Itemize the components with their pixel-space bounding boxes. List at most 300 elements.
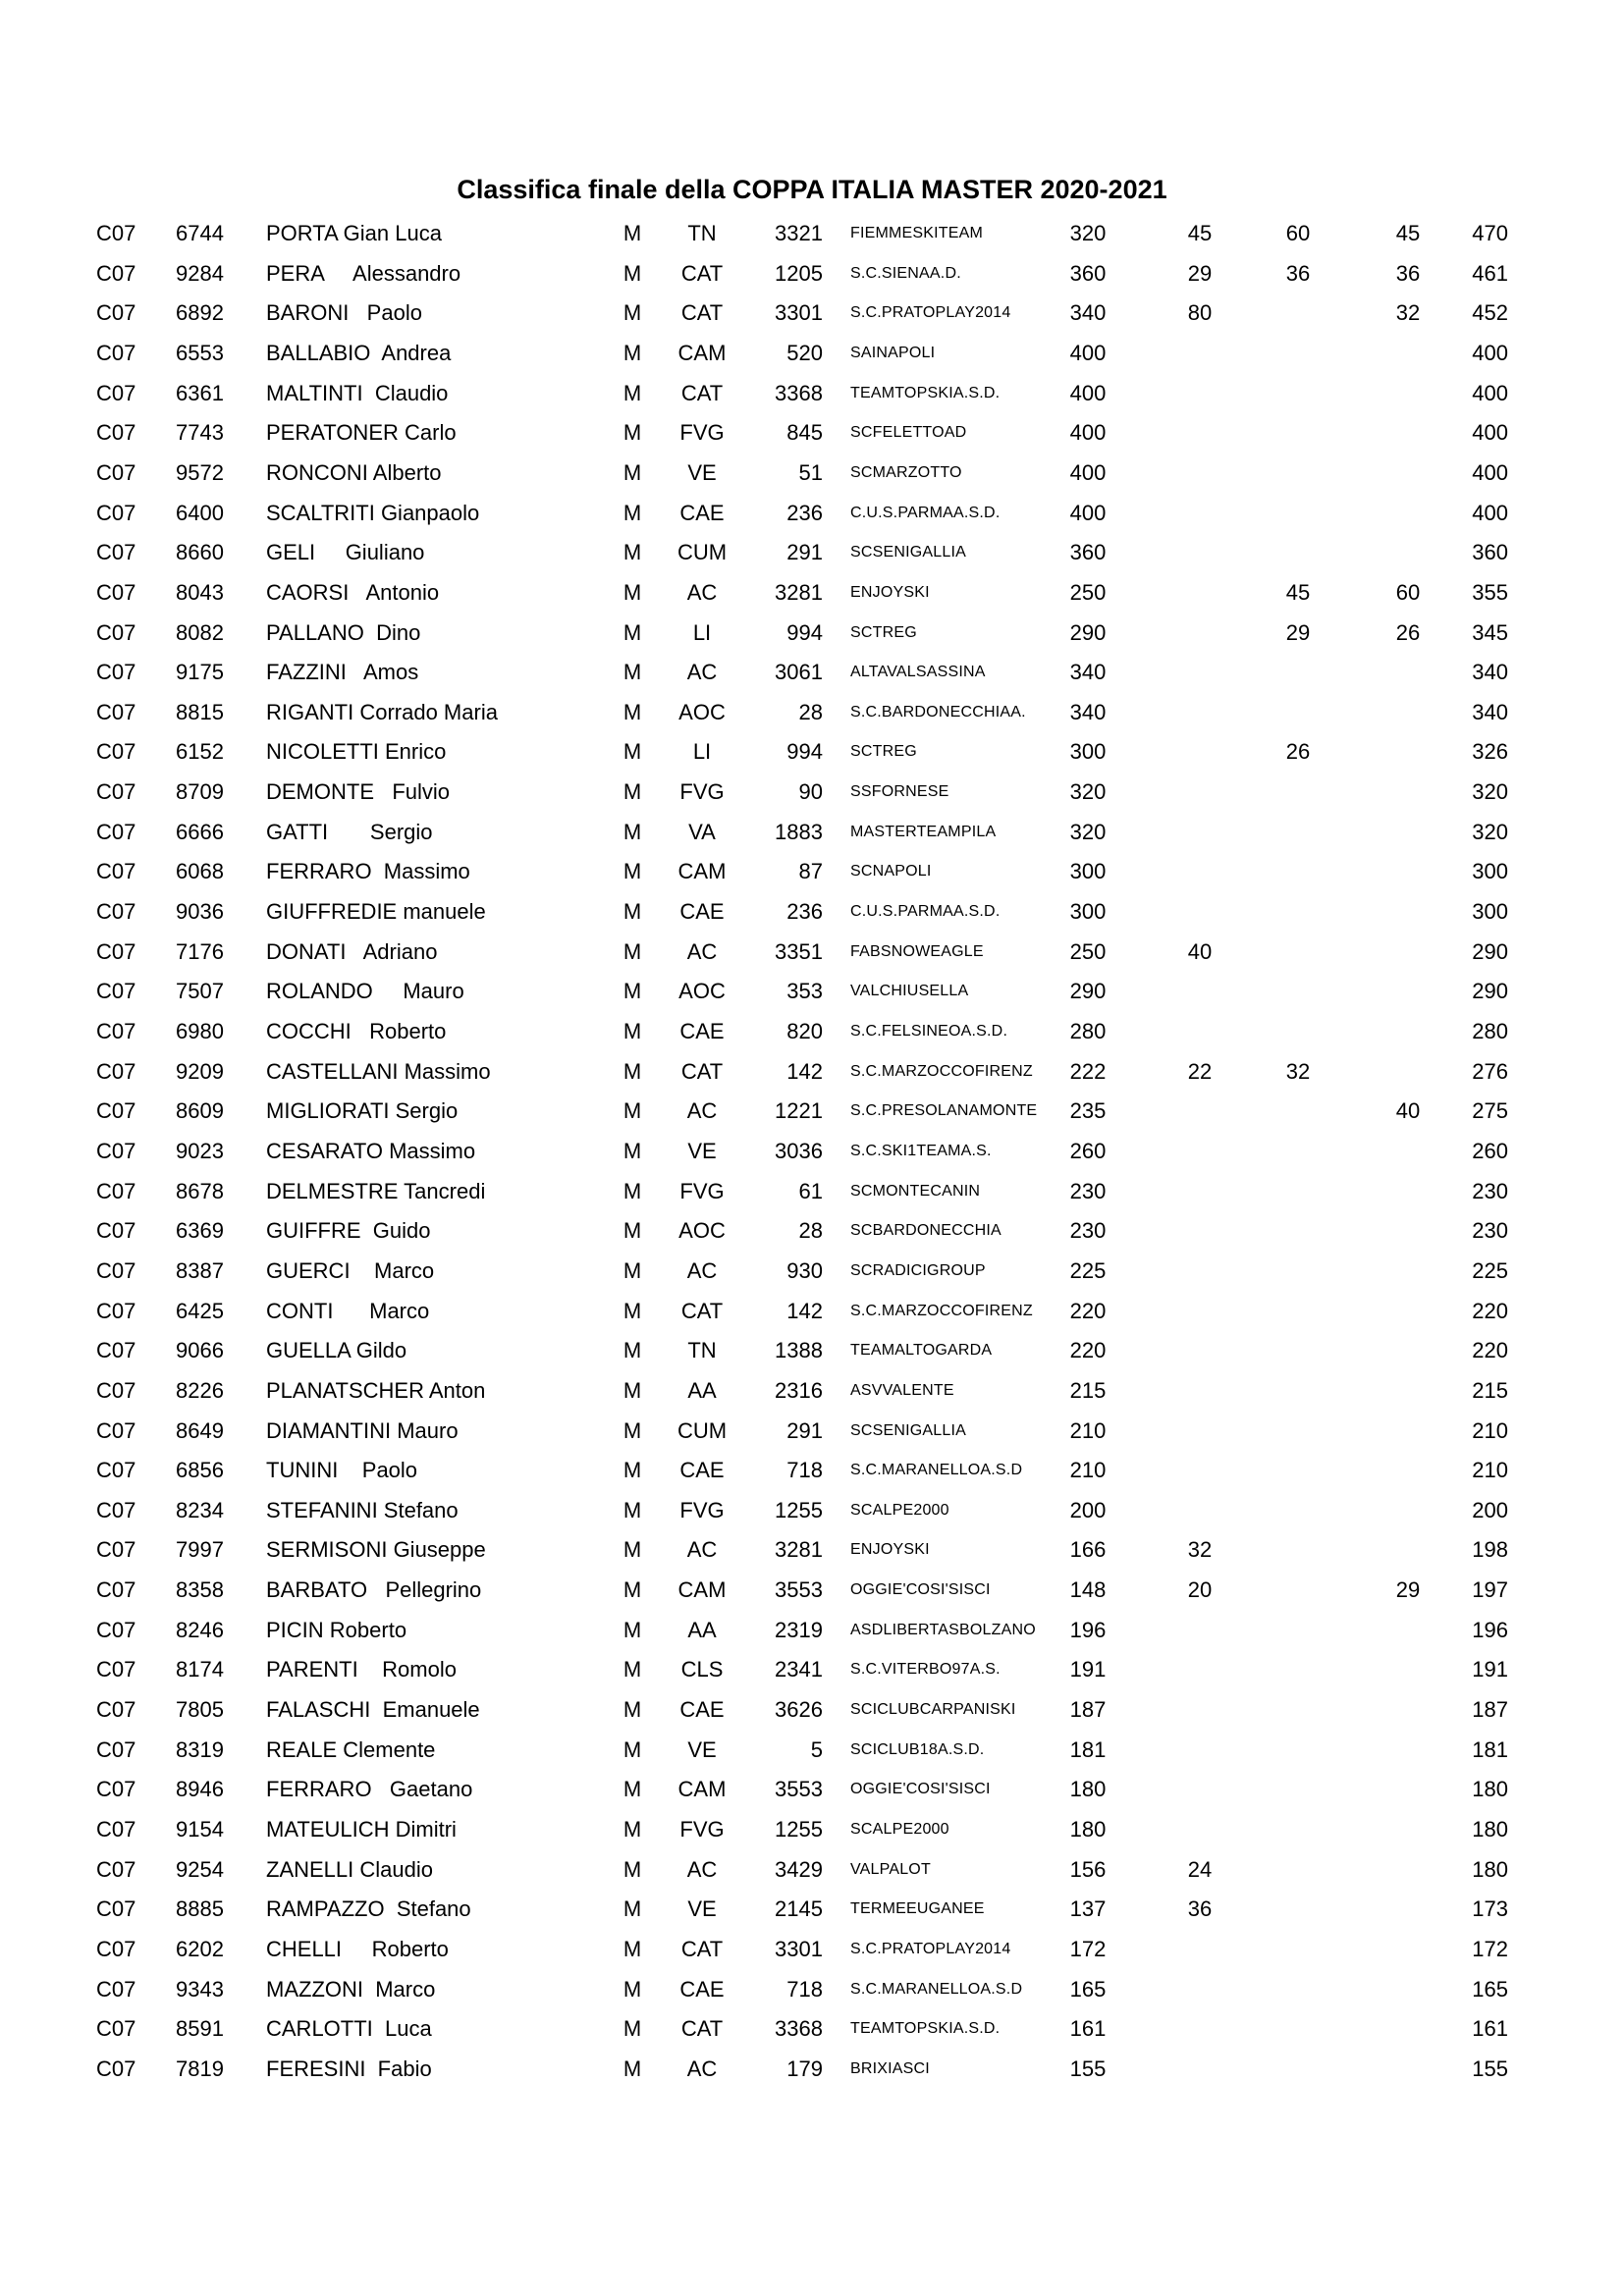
club-code-cell: 1388: [775, 1338, 823, 1363]
athlete-name-cell: CESARATO Massimo: [266, 1138, 476, 1163]
club-code-cell: 3553: [775, 1577, 823, 1603]
athlete-code-cell: 7805: [176, 1697, 224, 1723]
sex-cell: M: [623, 660, 642, 685]
total-points-cell: 161: [1472, 2016, 1508, 2042]
category-cell: C07: [96, 938, 136, 964]
club-name-cell: ENJOYSKI: [850, 1541, 930, 1559]
club-name-cell: ENJOYSKI: [850, 583, 930, 601]
total-points-cell: 210: [1472, 1458, 1508, 1483]
athlete-name-cell: MAZZONI Marco: [266, 1976, 436, 2002]
table-row: [0, 1252, 1624, 1291]
region-cell: CUM: [677, 1417, 728, 1443]
points-1-cell: 320: [1069, 221, 1107, 245]
club-code-cell: 3036: [775, 1138, 823, 1163]
points-2-cell: 36: [1187, 1896, 1213, 1922]
category-cell: C07: [96, 420, 136, 446]
points-3-cell: 45: [1285, 579, 1311, 605]
sex-cell: M: [623, 1218, 642, 1244]
category-cell: C07: [96, 2056, 136, 2081]
category-cell: C07: [96, 1138, 136, 1163]
points-2-cell: 20: [1187, 1577, 1213, 1603]
sex-cell: M: [623, 1377, 642, 1403]
points-1-cell: 156: [1069, 1856, 1107, 1882]
total-points-cell: 198: [1472, 1537, 1508, 1563]
sex-cell: M: [623, 1697, 642, 1723]
athlete-code-cell: 6744: [176, 221, 224, 245]
region-cell: VE: [687, 1736, 717, 1762]
club-name-cell: TEAMTOPSKIA.S.D.: [850, 384, 1001, 401]
points-1-cell: 161: [1069, 2016, 1107, 2042]
athlete-name-cell: PLANATSCHER Anton: [266, 1377, 486, 1403]
table-row: [0, 1770, 1624, 1809]
athlete-code-cell: 6369: [176, 1218, 224, 1244]
sex-cell: M: [623, 1896, 642, 1922]
region-cell: CAE: [679, 1976, 725, 2002]
athlete-name-cell: DEMONTE Fulvio: [266, 779, 451, 805]
club-name-cell: SAINAPOLI: [850, 344, 936, 361]
club-code-cell: 142: [786, 1298, 823, 1323]
category-cell: C07: [96, 1218, 136, 1244]
club-name-cell: MASTERTEAMPILA: [850, 823, 997, 840]
club-name-cell: S.C.PRESOLANAMONTE: [850, 1102, 1038, 1120]
club-code-cell: 2319: [775, 1617, 823, 1642]
category-cell: C07: [96, 1777, 136, 1802]
sex-cell: M: [623, 1537, 642, 1563]
total-points-cell: 191: [1472, 1657, 1508, 1682]
athlete-name-cell: RONCONI Alberto: [266, 459, 442, 485]
table-row: [0, 1331, 1624, 1370]
athlete-code-cell: 9572: [176, 459, 224, 485]
athlete-code-cell: 8946: [176, 1777, 224, 1802]
table-row: [0, 2009, 1624, 2049]
sex-cell: M: [623, 1577, 642, 1603]
total-points-cell: 180: [1472, 1817, 1508, 1842]
sex-cell: M: [623, 979, 642, 1004]
category-cell: C07: [96, 739, 136, 765]
club-name-cell: S.C.SIENAA.D.: [850, 264, 961, 282]
athlete-name-cell: GELI Giuliano: [266, 540, 425, 565]
total-points-cell: 276: [1472, 1058, 1508, 1084]
category-cell: C07: [96, 1736, 136, 1762]
club-code-cell: 142: [786, 1058, 823, 1084]
athlete-name-cell: STEFANINI Stefano: [266, 1497, 459, 1522]
club-code-cell: 2341: [775, 1657, 823, 1682]
total-points-cell: 260: [1472, 1138, 1508, 1163]
region-cell: FVG: [679, 1817, 725, 1842]
athlete-name-cell: CAORSI Antonio: [266, 579, 440, 605]
athlete-name-cell: SERMISONI Giuseppe: [266, 1537, 486, 1563]
table-row: [0, 1371, 1624, 1411]
points-3-cell: 60: [1285, 221, 1311, 245]
region-cell: CLS: [680, 1657, 724, 1682]
region-cell: AA: [687, 1377, 717, 1403]
category-cell: C07: [96, 2016, 136, 2042]
athlete-code-cell: 9175: [176, 660, 224, 685]
total-points-cell: 197: [1472, 1577, 1508, 1603]
sex-cell: M: [623, 1736, 642, 1762]
club-code-cell: 1255: [775, 1817, 823, 1842]
club-name-cell: S.C.MARZOCCOFIRENZ: [850, 1302, 1033, 1319]
category-cell: C07: [96, 1497, 136, 1522]
sex-cell: M: [623, 1936, 642, 1961]
club-name-cell: S.C.MARANELLOA.S.D: [850, 1980, 1023, 1998]
points-1-cell: 320: [1069, 819, 1107, 844]
total-points-cell: 340: [1472, 660, 1508, 685]
club-code-cell: 1221: [775, 1098, 823, 1124]
athlete-name-cell: ZANELLI Claudio: [266, 1856, 433, 1882]
club-code-cell: 5: [810, 1736, 823, 1762]
points-1-cell: 340: [1069, 699, 1107, 724]
total-points-cell: 300: [1472, 899, 1508, 925]
club-name-cell: VALCHIUSELLA: [850, 983, 969, 1000]
athlete-name-cell: PORTA Gian Luca: [266, 221, 442, 245]
category-cell: C07: [96, 380, 136, 405]
club-name-cell: SSFORNESE: [850, 783, 949, 801]
points-1-cell: 400: [1069, 500, 1107, 525]
region-cell: CAM: [677, 340, 727, 365]
club-name-cell: S.C.SKI1TEAMA.S.: [850, 1142, 992, 1159]
sex-cell: M: [623, 579, 642, 605]
club-name-cell: S.C.PRATOPLAY2014: [850, 1940, 1011, 1957]
sex-cell: M: [623, 380, 642, 405]
sex-cell: M: [623, 2056, 642, 2081]
points-1-cell: 400: [1069, 459, 1107, 485]
total-points-cell: 180: [1472, 1777, 1508, 1802]
athlete-name-cell: DELMESTRE Tancredi: [266, 1178, 486, 1203]
points-1-cell: 180: [1069, 1817, 1107, 1842]
points-1-cell: 230: [1069, 1178, 1107, 1203]
athlete-name-cell: ROLANDO Mauro: [266, 979, 464, 1004]
total-points-cell: 165: [1472, 1976, 1508, 2002]
total-points-cell: 300: [1472, 859, 1508, 884]
total-points-cell: 225: [1472, 1257, 1508, 1283]
points-1-cell: 180: [1069, 1777, 1107, 1802]
table-row: [0, 1571, 1624, 1610]
club-code-cell: 1255: [775, 1497, 823, 1522]
sex-cell: M: [623, 221, 642, 245]
club-code-cell: 3301: [775, 300, 823, 326]
table-row: [0, 1491, 1624, 1530]
table-row: [0, 813, 1624, 852]
club-name-cell: TEAMTOPSKIA.S.D.: [850, 2020, 1001, 2038]
club-code-cell: 236: [786, 500, 823, 525]
club-name-cell: S.C.MARZOCCOFIRENZ: [850, 1062, 1033, 1080]
athlete-name-cell: BARONI Paolo: [266, 300, 422, 326]
sex-cell: M: [623, 1976, 642, 2002]
region-cell: AC: [686, 660, 718, 685]
club-code-cell: 3281: [775, 579, 823, 605]
athlete-name-cell: CARLOTTI Luca: [266, 2016, 432, 2042]
category-cell: C07: [96, 500, 136, 525]
sex-cell: M: [623, 1138, 642, 1163]
club-name-cell: TEAMALTOGARDA: [850, 1342, 993, 1360]
athlete-code-cell: 8815: [176, 699, 224, 724]
region-cell: AC: [686, 2056, 718, 2081]
club-code-cell: 845: [786, 420, 823, 446]
category-cell: C07: [96, 1338, 136, 1363]
points-1-cell: 172: [1069, 1936, 1107, 1961]
points-1-cell: 260: [1069, 1138, 1107, 1163]
points-1-cell: 210: [1069, 1417, 1107, 1443]
athlete-name-cell: SCALTRITI Gianpaolo: [266, 500, 480, 525]
points-3-cell: 26: [1285, 739, 1311, 765]
points-1-cell: 187: [1069, 1697, 1107, 1723]
region-cell: LI: [692, 619, 712, 645]
points-2-cell: 29: [1187, 260, 1213, 286]
table-row: [0, 1970, 1624, 2009]
total-points-cell: 452: [1472, 300, 1508, 326]
athlete-code-cell: 7997: [176, 1537, 224, 1563]
total-points-cell: 230: [1472, 1178, 1508, 1203]
sex-cell: M: [623, 1617, 642, 1642]
region-cell: FVG: [679, 779, 725, 805]
club-code-cell: 3321: [775, 221, 823, 245]
club-code-cell: 3626: [775, 1697, 823, 1723]
club-name-cell: S.C.PRATOPLAY2014: [850, 304, 1011, 322]
sex-cell: M: [623, 1298, 642, 1323]
club-code-cell: 718: [786, 1976, 823, 2002]
points-1-cell: 181: [1069, 1736, 1107, 1762]
points-3-cell: 29: [1285, 619, 1311, 645]
athlete-name-cell: BALLABIO Andrea: [266, 340, 452, 365]
total-points-cell: 290: [1472, 938, 1508, 964]
athlete-name-cell: FERRARO Massimo: [266, 859, 470, 884]
total-points-cell: 230: [1472, 1218, 1508, 1244]
points-1-cell: 196: [1069, 1617, 1107, 1642]
region-cell: AC: [686, 938, 718, 964]
points-3-cell: 32: [1285, 1058, 1311, 1084]
athlete-name-cell: PARENTI Romolo: [266, 1657, 457, 1682]
category-cell: C07: [96, 859, 136, 884]
points-1-cell: 137: [1069, 1896, 1107, 1922]
athlete-code-cell: 8082: [176, 619, 224, 645]
category-cell: C07: [96, 1936, 136, 1961]
club-name-cell: SCTREG: [850, 623, 917, 641]
region-cell: AC: [686, 1537, 718, 1563]
category-cell: C07: [96, 1058, 136, 1084]
table-row: [0, 533, 1624, 572]
athlete-name-cell: GIUFFREDIE manuele: [266, 899, 486, 925]
points-1-cell: 220: [1069, 1298, 1107, 1323]
category-cell: C07: [96, 260, 136, 286]
table-row: [0, 1412, 1624, 1451]
athlete-name-cell: MALTINTI Claudio: [266, 380, 449, 405]
athlete-name-cell: TUNINI Paolo: [266, 1458, 418, 1483]
athlete-name-cell: DONATI Adriano: [266, 938, 438, 964]
points-1-cell: 191: [1069, 1657, 1107, 1682]
table-row: [0, 1650, 1624, 1689]
athlete-code-cell: 8678: [176, 1178, 224, 1203]
club-code-cell: 3281: [775, 1537, 823, 1563]
sex-cell: M: [623, 459, 642, 485]
total-points-cell: 320: [1472, 779, 1508, 805]
club-name-cell: SCRADICIGROUP: [850, 1261, 986, 1279]
points-1-cell: 290: [1069, 619, 1107, 645]
table-row: [0, 413, 1624, 453]
club-code-cell: 28: [798, 699, 823, 724]
athlete-code-cell: 6980: [176, 1019, 224, 1043]
athlete-code-cell: 6152: [176, 739, 224, 765]
sex-cell: M: [623, 1458, 642, 1483]
region-cell: CAT: [680, 2016, 724, 2042]
athlete-name-cell: FERESINI Fabio: [266, 2056, 432, 2081]
points-1-cell: 360: [1069, 260, 1107, 286]
points-1-cell: 360: [1069, 540, 1107, 565]
table-row: [0, 1890, 1624, 1929]
table-row: [0, 653, 1624, 692]
points-1-cell: 155: [1069, 2056, 1107, 2081]
club-name-cell: SCALPE2000: [850, 1821, 949, 1838]
table-row: [0, 454, 1624, 493]
athlete-name-cell: GUERCI Marco: [266, 1257, 435, 1283]
club-code-cell: 90: [798, 779, 823, 805]
total-points-cell: 400: [1472, 380, 1508, 405]
total-points-cell: 172: [1472, 1936, 1508, 1961]
sex-cell: M: [623, 1338, 642, 1363]
sex-cell: M: [623, 1058, 642, 1084]
athlete-code-cell: 9154: [176, 1817, 224, 1842]
club-code-cell: 353: [786, 979, 823, 1004]
sex-cell: M: [623, 1098, 642, 1124]
athlete-code-cell: 8226: [176, 1377, 224, 1403]
club-code-cell: 718: [786, 1458, 823, 1483]
total-points-cell: 290: [1472, 979, 1508, 1004]
total-points-cell: 196: [1472, 1617, 1508, 1642]
points-4-cell: 36: [1395, 260, 1421, 286]
athlete-code-cell: 6553: [176, 340, 224, 365]
sex-cell: M: [623, 899, 642, 925]
club-name-cell: ALTAVALSASSINA: [850, 664, 986, 681]
table-row: [0, 972, 1624, 1011]
category-cell: C07: [96, 1697, 136, 1723]
club-name-cell: TERMEEUGANEE: [850, 1900, 985, 1918]
category-cell: C07: [96, 1417, 136, 1443]
sex-cell: M: [623, 1178, 642, 1203]
club-code-cell: 3368: [775, 2016, 823, 2042]
athlete-code-cell: 7743: [176, 420, 224, 446]
total-points-cell: 400: [1472, 459, 1508, 485]
category-cell: C07: [96, 1019, 136, 1043]
club-name-cell: SCICLUB18A.S.D.: [850, 1740, 985, 1758]
points-1-cell: 200: [1069, 1497, 1107, 1522]
athlete-name-cell: DIAMANTINI Mauro: [266, 1417, 459, 1443]
total-points-cell: 220: [1472, 1338, 1508, 1363]
category-cell: C07: [96, 1537, 136, 1563]
club-name-cell: C.U.S.PARMAA.S.D.: [850, 903, 1001, 921]
athlete-name-cell: GATTI Sergio: [266, 819, 433, 844]
category-cell: C07: [96, 699, 136, 724]
table-row: [0, 1451, 1624, 1490]
category-cell: C07: [96, 540, 136, 565]
region-cell: TN: [687, 1338, 717, 1363]
club-code-cell: 291: [786, 540, 823, 565]
table-row: [0, 573, 1624, 613]
athlete-code-cell: 8319: [176, 1736, 224, 1762]
region-cell: CAT: [680, 260, 724, 286]
club-name-cell: VALPALOT: [850, 1860, 931, 1878]
athlete-code-cell: 8591: [176, 2016, 224, 2042]
table-row: [0, 1211, 1624, 1251]
athlete-name-cell: NICOLETTI Enrico: [266, 739, 447, 765]
athlete-code-cell: 8043: [176, 579, 224, 605]
total-points-cell: 326: [1472, 739, 1508, 765]
points-4-cell: 32: [1395, 300, 1421, 326]
points-1-cell: 320: [1069, 779, 1107, 805]
table-row: [0, 1052, 1624, 1092]
club-code-cell: 3301: [775, 1936, 823, 1961]
athlete-code-cell: 8649: [176, 1417, 224, 1443]
athlete-code-cell: 6856: [176, 1458, 224, 1483]
region-cell: CAM: [677, 1777, 727, 1802]
region-cell: CAT: [680, 1298, 724, 1323]
club-code-cell: 1883: [775, 819, 823, 844]
athlete-code-cell: 7819: [176, 2056, 224, 2081]
sex-cell: M: [623, 1777, 642, 1802]
table-row: [0, 374, 1624, 413]
sex-cell: M: [623, 540, 642, 565]
region-cell: FVG: [679, 420, 725, 446]
points-1-cell: 225: [1069, 1257, 1107, 1283]
sex-cell: M: [623, 819, 642, 844]
athlete-name-cell: REALE Clemente: [266, 1736, 436, 1762]
region-cell: CUM: [677, 540, 728, 565]
club-name-cell: OGGIE'COSI'SISCI: [850, 1581, 991, 1599]
region-cell: AOC: [678, 1218, 726, 1244]
athlete-code-cell: 8609: [176, 1098, 224, 1124]
region-cell: CAE: [679, 899, 725, 925]
table-row: [0, 1012, 1624, 1051]
region-cell: FVG: [679, 1178, 725, 1203]
sex-cell: M: [623, 300, 642, 326]
points-1-cell: 250: [1069, 579, 1107, 605]
athlete-code-cell: 9023: [176, 1138, 224, 1163]
total-points-cell: 400: [1472, 340, 1508, 365]
total-points-cell: 355: [1472, 579, 1508, 605]
points-1-cell: 300: [1069, 899, 1107, 925]
region-cell: VE: [687, 1138, 717, 1163]
table-row: [0, 1690, 1624, 1730]
total-points-cell: 400: [1472, 420, 1508, 446]
points-1-cell: 340: [1069, 300, 1107, 326]
total-points-cell: 461: [1472, 260, 1508, 286]
sex-cell: M: [623, 420, 642, 446]
region-cell: CAT: [680, 1058, 724, 1084]
sex-cell: M: [623, 1417, 642, 1443]
table-row: [0, 1731, 1624, 1770]
points-2-cell: 45: [1187, 221, 1213, 245]
total-points-cell: 320: [1472, 819, 1508, 844]
club-code-cell: 87: [798, 859, 823, 884]
total-points-cell: 360: [1472, 540, 1508, 565]
document-title: Classifica finale della COPPA ITALIA MASTER 2020-2021: [457, 175, 1167, 204]
table-row: [0, 1850, 1624, 1890]
total-points-cell: 187: [1472, 1697, 1508, 1723]
region-cell: CAT: [680, 300, 724, 326]
total-points-cell: 280: [1472, 1019, 1508, 1043]
total-points-cell: 470: [1472, 221, 1508, 245]
region-cell: CAT: [680, 1936, 724, 1961]
club-name-cell: SCSENIGALLIA: [850, 544, 967, 561]
sex-cell: M: [623, 1657, 642, 1682]
athlete-name-cell: GUELLA Gildo: [266, 1338, 407, 1363]
total-points-cell: 155: [1472, 2056, 1508, 2081]
category-cell: C07: [96, 1817, 136, 1842]
athlete-code-cell: 8358: [176, 1577, 224, 1603]
category-cell: C07: [96, 1377, 136, 1403]
points-1-cell: 340: [1069, 660, 1107, 685]
athlete-code-cell: 8709: [176, 779, 224, 805]
total-points-cell: 220: [1472, 1298, 1508, 1323]
